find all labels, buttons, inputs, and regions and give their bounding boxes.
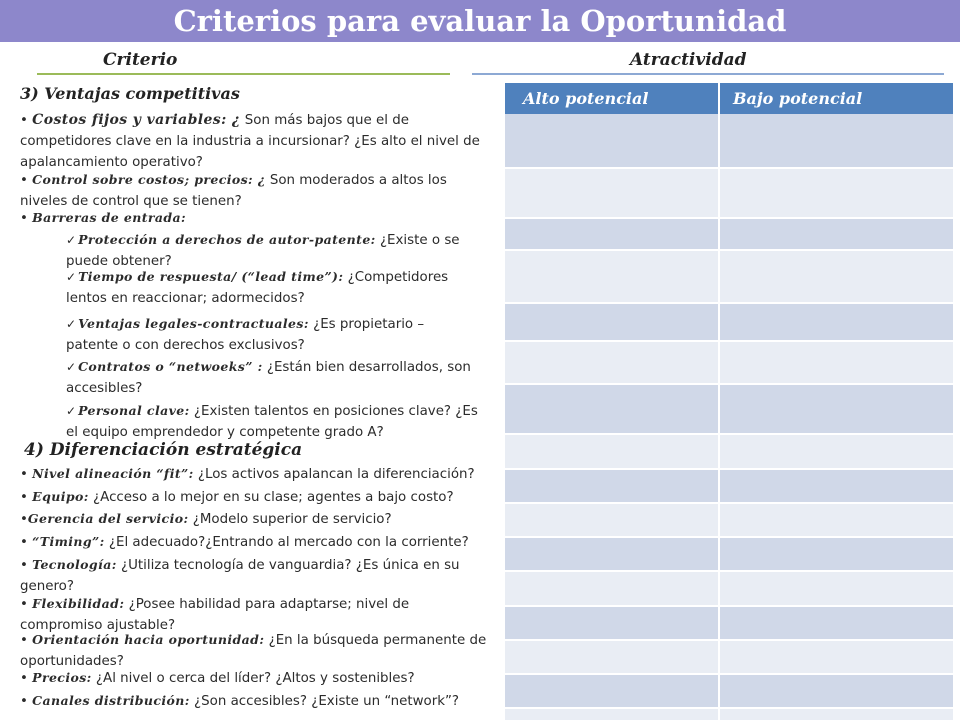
cell-alto-potencial bbox=[505, 709, 718, 720]
cell-bajo-potencial bbox=[720, 169, 953, 217]
cell-alto-potencial bbox=[505, 607, 718, 639]
cell-alto-potencial bbox=[505, 435, 718, 468]
cell-alto-potencial bbox=[505, 304, 718, 340]
criterion-text: ¿Existen talentos en posiciones clave? ¿Es el equipo emprendedor y competente grado A? bbox=[66, 404, 478, 440]
check-icon: ✓ bbox=[66, 404, 77, 418]
bullet-icon: • bbox=[20, 512, 28, 527]
bullet-icon: • bbox=[20, 211, 28, 226]
cell-alto-potencial bbox=[505, 385, 718, 433]
table-row bbox=[505, 304, 953, 340]
table-row bbox=[505, 342, 953, 383]
criterion-text: ¿Existe o se puede obtener? bbox=[66, 233, 460, 269]
cell-alto-potencial bbox=[505, 251, 718, 302]
section-title-diferenciacion: 4) Diferenciación estratégica bbox=[24, 440, 303, 460]
criterion-label: Control sobre costos; precios: ¿ bbox=[32, 172, 266, 187]
criterion-text: ¿Al nivel o cerca del líder? ¿Altos y sostenibles? bbox=[91, 671, 415, 686]
cell-alto-potencial bbox=[505, 675, 718, 707]
criterion-text: Son moderados a altos los niveles de control que se tienen? bbox=[20, 173, 447, 209]
section-title-ventajas: 3) Ventajas competitivas bbox=[20, 84, 240, 103]
criterion-control bbox=[20, 169, 465, 212]
bullet-icon: • bbox=[20, 694, 28, 709]
criterion-text: ¿Posee habilidad para adaptarse; nivel de compromiso ajustable? bbox=[20, 597, 410, 633]
cell-alto-potencial bbox=[505, 538, 718, 570]
criterio-underline bbox=[37, 73, 450, 75]
cell-alto-potencial bbox=[505, 169, 718, 217]
table-row bbox=[505, 572, 953, 605]
cell-bajo-potencial bbox=[720, 470, 953, 502]
check-icon: ✓ bbox=[66, 233, 77, 247]
criterion-text: ¿Es propietario – patente o con derechos exclusivos? bbox=[66, 317, 425, 353]
table-row bbox=[505, 709, 953, 720]
sub-criterion-personal bbox=[66, 400, 486, 443]
criterion-label: Costos fijos y variables: ¿ bbox=[32, 112, 241, 128]
header-divider bbox=[718, 83, 720, 114]
criterion-label: Tecnología: bbox=[32, 557, 117, 572]
table-row bbox=[505, 607, 953, 639]
sub-criterion-ventajas-legales bbox=[66, 313, 476, 356]
cell-bajo-potencial bbox=[720, 435, 953, 468]
criterion-text: ¿Los activos apalancan la diferenciación? bbox=[193, 467, 475, 482]
cell-bajo-potencial bbox=[720, 342, 953, 383]
criterion-text: ¿En la búsqueda permanente de oportunidades? bbox=[20, 633, 487, 669]
criterion-label: Protección a derechos de autor-patente: bbox=[78, 232, 376, 247]
criterion-text: ¿Utiliza tecnología de vanguardia? ¿Es única en su genero? bbox=[20, 558, 460, 594]
page-title: Criterios para evaluar la Oportunidad bbox=[173, 4, 787, 38]
criterion-label: Ventajas legales-contractuales: bbox=[78, 316, 309, 331]
criterion-label: Canales distribución: bbox=[32, 693, 190, 708]
bullet-icon: • bbox=[20, 490, 28, 505]
table-row bbox=[505, 538, 953, 570]
cell-alto-potencial bbox=[505, 114, 718, 167]
criterion-label: Personal clave: bbox=[78, 403, 190, 418]
bullet-icon: • bbox=[20, 633, 28, 648]
cell-bajo-potencial bbox=[720, 709, 953, 720]
criterion-text: ¿Son accesibles? ¿Existe un “network”? bbox=[189, 694, 460, 709]
table-row bbox=[505, 504, 953, 536]
sub-criterion-tiempo bbox=[66, 266, 484, 309]
criterion-label: Nivel alineación “fit”: bbox=[32, 466, 194, 481]
cell-bajo-potencial bbox=[720, 607, 953, 639]
atractividad-underline bbox=[472, 73, 944, 75]
table-row bbox=[505, 114, 953, 167]
column-header-criterio: Criterio bbox=[103, 50, 178, 70]
criterion-barreras bbox=[20, 207, 186, 229]
criterion-label: Contratos o “netwoeks” : bbox=[78, 359, 263, 374]
cell-bajo-potencial bbox=[720, 538, 953, 570]
table-header bbox=[505, 83, 953, 114]
criterion-gerencia bbox=[20, 508, 392, 530]
criterion-nivel-alineacion bbox=[20, 463, 475, 485]
table-row bbox=[505, 435, 953, 468]
criterion-label: Flexibilidad: bbox=[32, 596, 125, 611]
cell-bajo-potencial bbox=[720, 641, 953, 673]
table-row bbox=[505, 251, 953, 302]
criterion-label: Barreras de entrada: bbox=[32, 210, 187, 225]
criterion-timing bbox=[20, 531, 469, 553]
cell-alto-potencial bbox=[505, 572, 718, 605]
check-icon: ✓ bbox=[66, 360, 77, 374]
criterion-text: ¿Acceso a lo mejor en su clase; agentes a bajo costo? bbox=[88, 490, 454, 505]
cell-bajo-potencial bbox=[720, 114, 953, 167]
bullet-icon: • bbox=[20, 535, 28, 550]
table-row bbox=[505, 169, 953, 217]
criterion-label: Tiempo de respuesta/ (“lead time”): bbox=[78, 269, 344, 284]
bullet-icon: • bbox=[20, 173, 28, 188]
criterion-text: ¿Modelo superior de servicio? bbox=[188, 512, 392, 527]
criterion-tecnologia bbox=[20, 554, 492, 597]
criterion-precios bbox=[20, 667, 415, 689]
table-row bbox=[505, 641, 953, 673]
criterion-text: ¿El adecuado?¿Entrando al mercado con la corriente? bbox=[104, 535, 469, 550]
criterion-canales bbox=[20, 690, 459, 712]
bullet-icon: • bbox=[20, 597, 28, 612]
cell-alto-potencial bbox=[505, 470, 718, 502]
bullet-icon: • bbox=[20, 467, 28, 482]
cell-bajo-potencial bbox=[720, 504, 953, 536]
cell-bajo-potencial bbox=[720, 251, 953, 302]
table-row bbox=[505, 470, 953, 502]
sub-criterion-contratos bbox=[66, 356, 476, 399]
bullet-icon: • bbox=[20, 113, 28, 128]
cell-alto-potencial bbox=[505, 219, 718, 249]
cell-bajo-potencial bbox=[720, 385, 953, 433]
header-bajo-potencial: Bajo potencial bbox=[733, 89, 863, 108]
check-icon: ✓ bbox=[66, 270, 77, 284]
cell-bajo-potencial bbox=[720, 219, 953, 249]
criterion-text: Son más bajos que el de competidores clave en la industria a incursionar? ¿Es alto el nivel de apalancamiento operativo? bbox=[20, 113, 480, 170]
criterion-label: Equipo: bbox=[32, 489, 89, 504]
criterion-label: Orientación hacia oportunidad: bbox=[32, 632, 265, 647]
cell-alto-potencial bbox=[505, 504, 718, 536]
cell-alto-potencial bbox=[505, 342, 718, 383]
table-row bbox=[505, 219, 953, 249]
criterion-text: ¿Competidores lentos en reaccionar; adormecidos? bbox=[66, 270, 449, 306]
bullet-icon: • bbox=[20, 558, 28, 573]
cell-bajo-potencial bbox=[720, 572, 953, 605]
cell-alto-potencial bbox=[505, 641, 718, 673]
criterion-label: Precios: bbox=[32, 670, 92, 685]
criterion-equipo bbox=[20, 486, 454, 508]
criterion-label: “Timing”: bbox=[32, 534, 105, 549]
criterion-orientacion bbox=[20, 629, 505, 672]
check-icon: ✓ bbox=[66, 317, 77, 331]
table-row bbox=[505, 675, 953, 707]
header-alto-potencial: Alto potencial bbox=[523, 89, 649, 108]
cell-bajo-potencial bbox=[720, 675, 953, 707]
cell-bajo-potencial bbox=[720, 304, 953, 340]
table-row bbox=[505, 385, 953, 433]
criterion-text: ¿Están bien desarrollados, son accesibles? bbox=[66, 360, 471, 396]
criterion-label: Gerencia del servicio: bbox=[27, 511, 189, 526]
column-header-atractividad: Atractividad bbox=[630, 50, 747, 70]
criterion-costos bbox=[20, 110, 492, 173]
bullet-icon: • bbox=[20, 671, 28, 686]
